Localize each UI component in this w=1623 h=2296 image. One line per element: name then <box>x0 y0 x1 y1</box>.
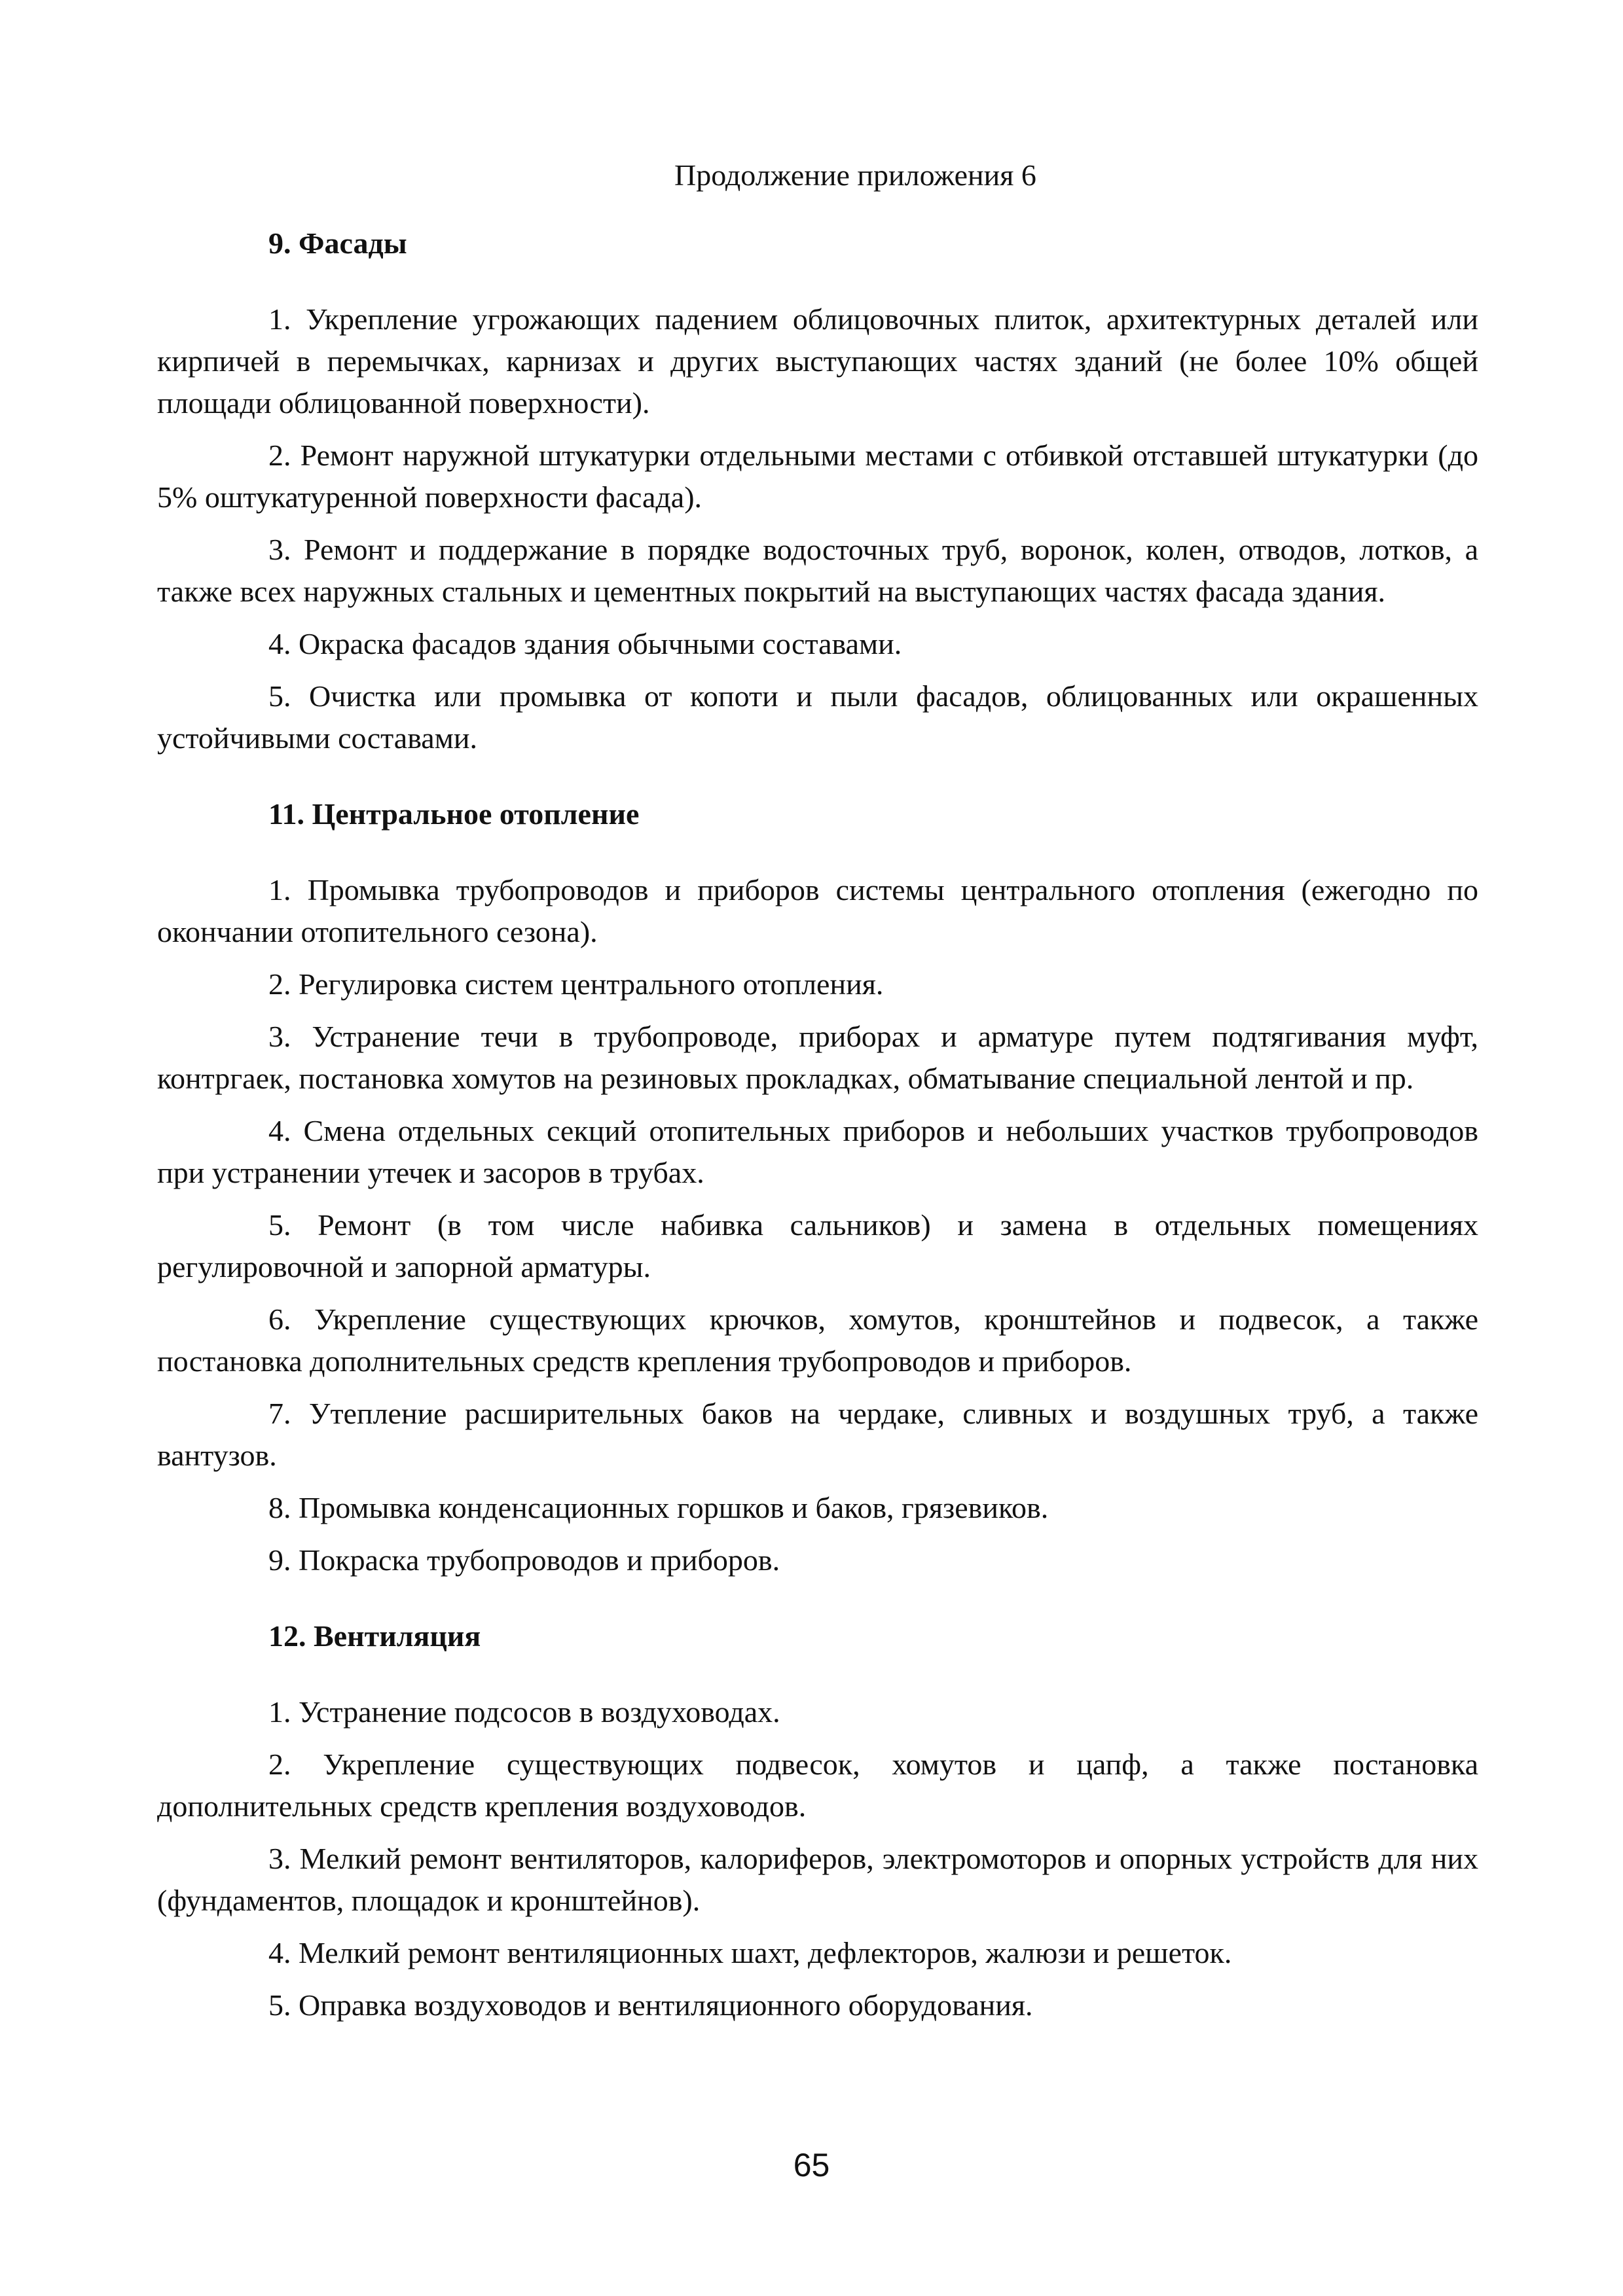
section-central-heating <box>157 793 1478 1581</box>
list-item: 4. Окраска фасадов здания обычными составами. <box>268 627 902 660</box>
list-item: 2. Ремонт наружной штукатурки отдельными местами с отбивкой отставшей штукатурки (до 5% оштукатуренной поверхности фасада). <box>157 439 1478 514</box>
list-item: 8. Промывка конденсационных горшков и баков, грязевиков. <box>268 1491 1049 1524</box>
list-item: 3. Мелкий ремонт вентиляторов, калориферов, электромоторов и опорных устройств для них (фундаментов, площадок и кронштейнов). <box>157 1842 1478 1917</box>
page-number: 65 <box>793 2147 830 2183</box>
list-item: 4. Мелкий ремонт вентиляционных шахт, дефлекторов, жалюзи и решеток. <box>268 1936 1232 1969</box>
section-title: 9. Фасады <box>268 226 407 260</box>
section-ventilation <box>157 1615 1478 2026</box>
list-item: 3. Ремонт и поддержание в порядке водосточных труб, воронок, колен, отводов, лотков, а также всех наружных стальных и цементных покрытий на выступающих частях фасада здания. <box>157 533 1478 608</box>
list-item: 9. Покраска трубопроводов и приборов. <box>268 1543 780 1577</box>
list-item: 1. Промывка трубопроводов и приборов системы центрального отопления (ежегодно по окончании отопительного сезона). <box>157 873 1478 948</box>
list-item: 5. Оправка воздуховодов и вентиляционного оборудования. <box>268 1988 1033 2022</box>
list-item: 7. Утепление расширительных баков на чердаке, сливных и воздушных труб, а также вантузов. <box>157 1397 1478 1472</box>
list-item: 4. Смена отдельных секций отопительных приборов и небольших участков трубопроводов при устранении утечек и засоров в трубах. <box>157 1114 1478 1189</box>
list-item: 2. Регулировка систем центрального отопления. <box>268 967 884 1001</box>
list-item: 1. Укрепление угрожающих падением облицовочных плиток, архитектурных деталей или кирпичей в перемычках, карнизах и других выступающих частях зданий (не более 10% общей площади облицованной поверхности). <box>157 302 1478 420</box>
list-item: 5. Очистка или промывка от копоти и пыли фасадов, облицованных или окрашенных устойчивыми составами. <box>157 679 1478 755</box>
running-header: Продолжение приложения 6 <box>674 158 1036 192</box>
list-item: 2. Укрепление существующих подвесок, хомутов и цапф, а также постановка дополнительных средств крепления воздуховодов. <box>157 1748 1478 1823</box>
list-item: 6. Укрепление существующих крючков, хомутов, кронштейнов и подвесок, а также постановка дополнительных средств крепления трубопроводов и приборов. <box>157 1302 1478 1378</box>
list-item: 3. Устранение течи в трубопроводе, приборах и арматуре путем подтягивания муфт, контргаек, постановка хомутов на резиновых прокладках, обматывание специальной лентой и пр. <box>157 1020 1478 1095</box>
section-title: 11. Центральное отопление <box>268 797 640 831</box>
list-item: 5. Ремонт (в том числе набивка сальников) и замена в отдельных помещениях регулировочной и запорной арматуры. <box>157 1208 1478 1283</box>
document-body <box>157 223 1478 2060</box>
section-title: 12. Вентиляция <box>268 1619 481 1653</box>
section-facades <box>157 223 1478 759</box>
list-item: 1. Устранение подсосов в воздуховодах. <box>268 1695 780 1729</box>
